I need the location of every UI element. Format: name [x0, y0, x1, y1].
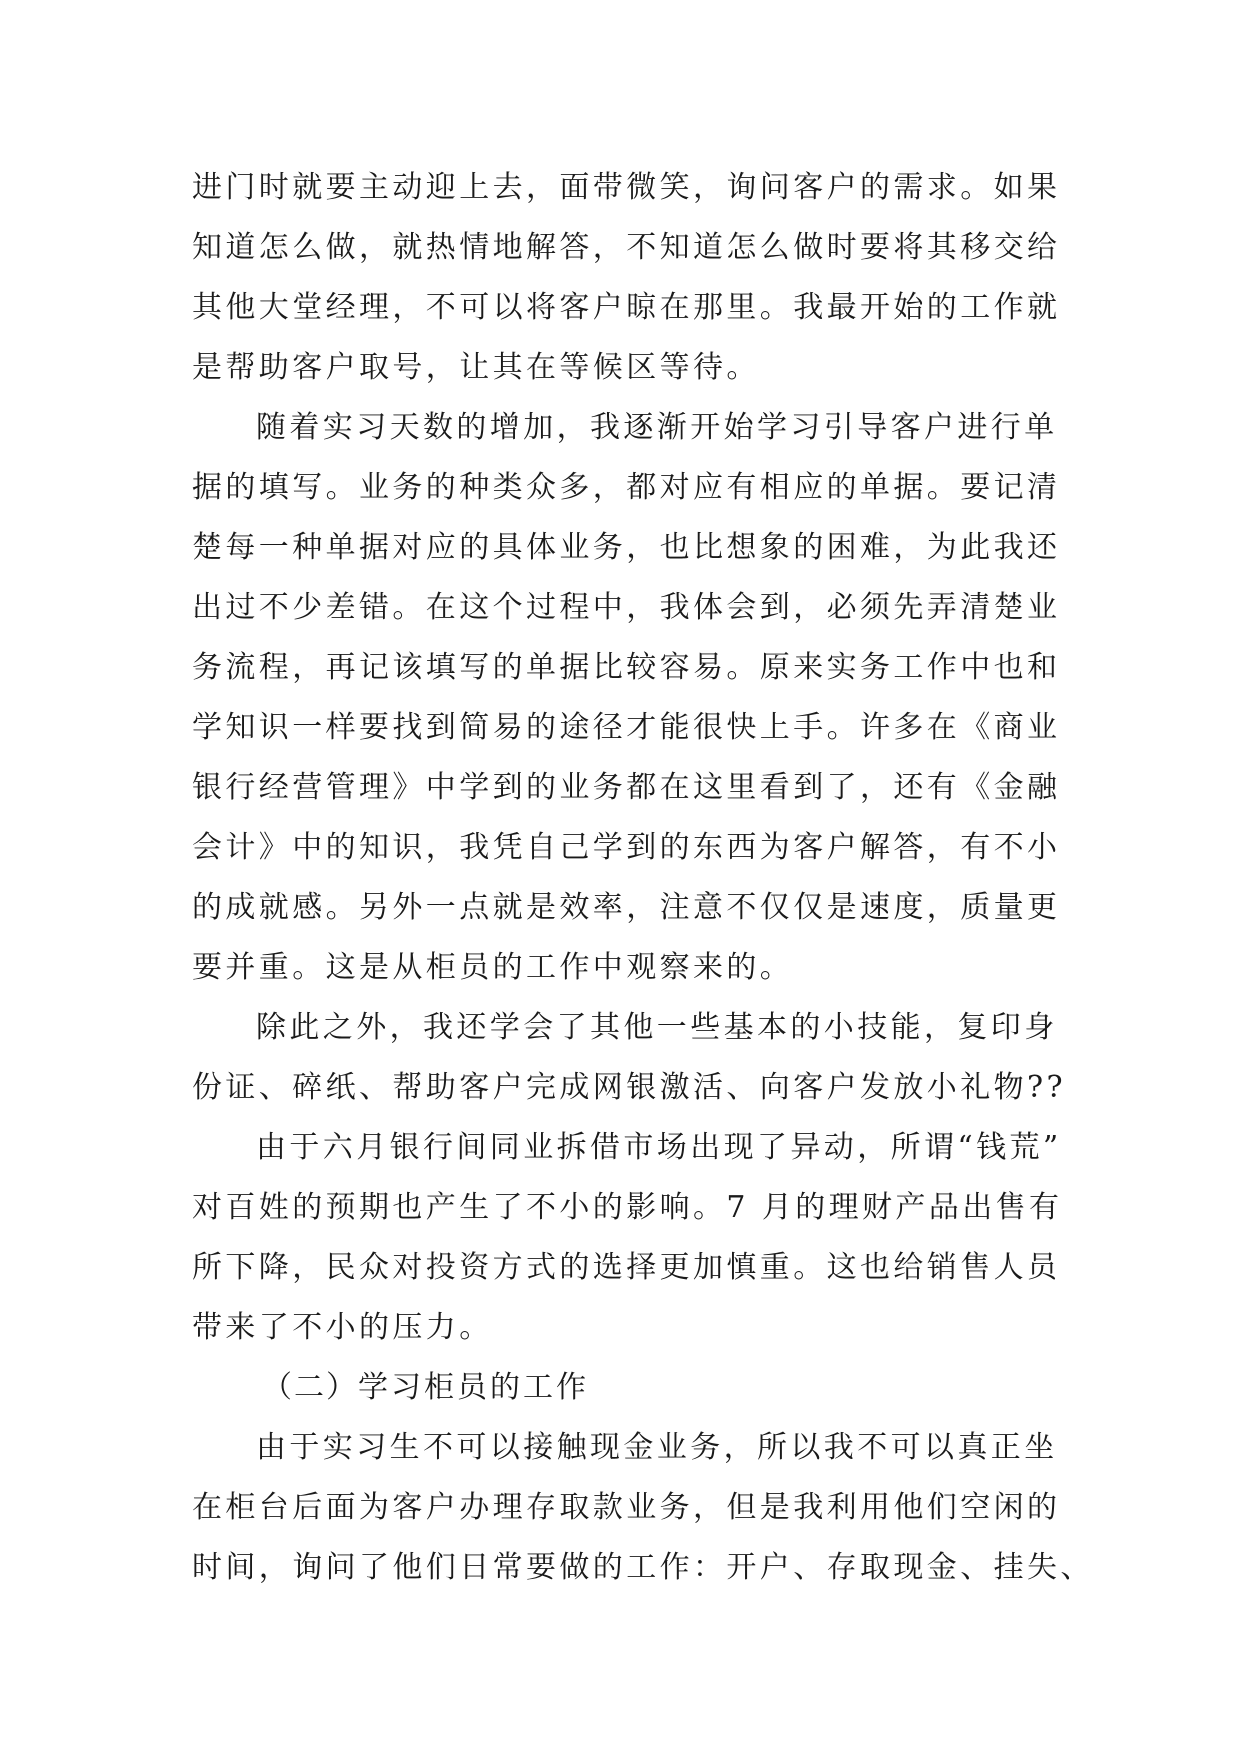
- text-line: 要并重。这是从柜员的工作中观察来的。: [192, 950, 794, 985]
- text-line: 是帮助客户取号，让其在等候区等待。: [192, 350, 760, 385]
- text-line: 其他大堂经理，不可以将客户晾在那里。我最开始的工作就: [192, 290, 1061, 325]
- text-line: 对百姓的预期也产生了不小的影响。7 月的理财产品出售有: [192, 1190, 1063, 1225]
- text-line: 银行经营管理》中学到的业务都在这里看到了，还有《金融: [192, 770, 1061, 805]
- paragraph-first-line: 除此之外，我还学会了其他一些基本的小技能，复印身: [256, 1010, 1058, 1045]
- paragraph-first-line: 随着实习天数的增加，我逐渐开始学习引导客户进行单: [256, 410, 1058, 445]
- text-line: 份证、碎纸、帮助客户完成网银激活、向客户发放小礼物??: [192, 1070, 1066, 1105]
- text-line: 带来了不小的压力。: [192, 1310, 493, 1345]
- section-number: （二）: [262, 1370, 358, 1405]
- text-line: 务流程，再记该填写的单据比较容易。原来实务工作中也和: [192, 650, 1061, 685]
- text-line: 据的填写。业务的种类众多，都对应有相应的单据。要记清: [192, 470, 1061, 505]
- text-line: 进门时就要主动迎上去，面带微笑，询问客户的需求。如果: [192, 170, 1061, 205]
- text-line: 出过不少差错。在这个过程中，我体会到，必须先弄清楚业: [192, 590, 1061, 625]
- text-line: 所下降，民众对投资方式的选择更加慎重。这也给销售人员: [192, 1250, 1061, 1285]
- text-line: 在柜台后面为客户办理存取款业务，但是我利用他们空闲的: [192, 1490, 1061, 1525]
- text-line: 的成就感。另外一点就是效率，注意不仅仅是速度，质量更: [192, 890, 1061, 925]
- paragraph-first-line: 由于实习生不可以接触现金业务，所以我不可以真正坐: [256, 1430, 1058, 1465]
- text-line: 时间，询问了他们日常要做的工作：开户、存取现金、挂失、: [192, 1550, 1094, 1585]
- text-line: 学知识一样要找到简易的途径才能很快上手。许多在《商业: [192, 710, 1061, 745]
- document-body: [192, 158, 1094, 1598]
- section-title: 学习柜员的工作: [358, 1370, 589, 1405]
- text-line: 会计》中的知识，我凭自己学到的东西为客户解答，有不小: [192, 830, 1061, 865]
- text-line: 知道怎么做，就热情地解答，不知道怎么做时要将其移交给: [192, 230, 1061, 265]
- text-line: 楚每一种单据对应的具体业务，也比想象的困难，为此我还: [192, 530, 1061, 565]
- section-heading: [192, 1358, 1052, 1418]
- paragraph-first-line: 由于六月银行间同业拆借市场出现了异动，所谓“钱荒”: [256, 1130, 1062, 1165]
